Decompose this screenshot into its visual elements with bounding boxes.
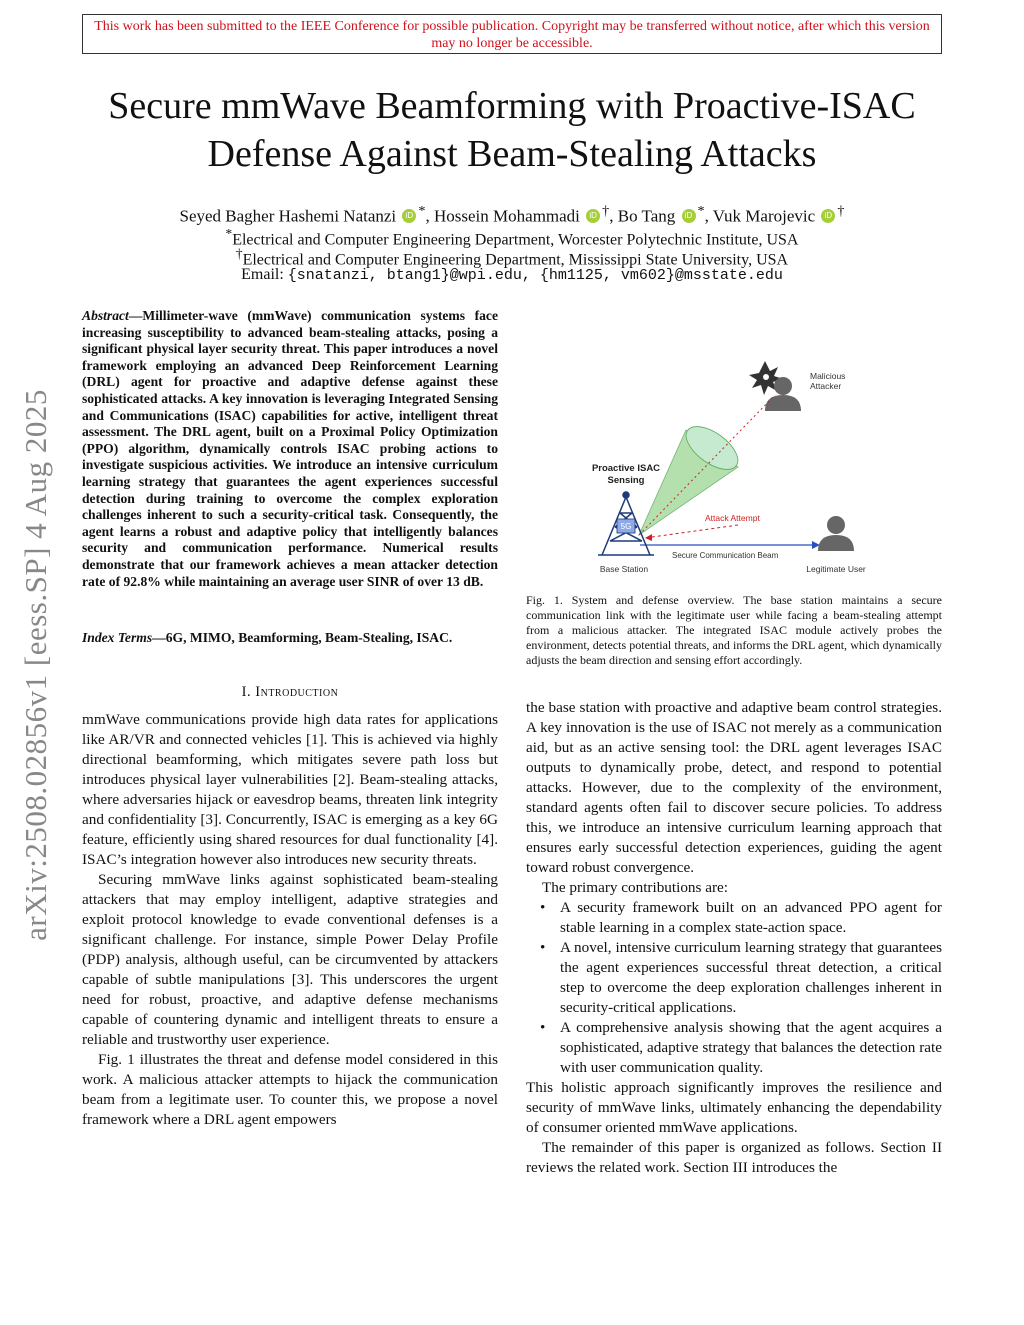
author-list: Seyed Bagher Hashemi Natanzi iD *, Hossein Mohammadi iD †, Bo Tang iD *, Vuk Marojevic iD †	[179, 203, 845, 226]
attack-attempt-label: Attack Attempt	[705, 513, 760, 523]
sensing-label: Sensing	[607, 475, 645, 486]
author-name: Seyed Bagher Hashemi Natanzi	[179, 206, 397, 226]
list-item: • A novel, intensive curriculum learning strategy that guarantees the agent experiences successful threat detection, a critical step to overcome the deep exploration challenges inherent in security-critical applications.	[526, 938, 942, 1018]
author-name: Bo Tang	[617, 206, 676, 226]
paragraph: This holistic approach significantly improves the resilience and security of mmWave links, ultimately enhancing the dependability of consumer oriented mmWave applications.	[526, 1079, 942, 1136]
bs-5g-tag: 5G	[620, 522, 632, 531]
paper-title	[60, 82, 964, 178]
attack-attempt-arrow	[645, 525, 738, 538]
paragraph: mmWave communications provide high data rates for applications like AR/VR and connected vehicles [1]. This is achieved via highly directional beamforming, which mitigates severe path loss but introduces physical layer vulnerabilities [2]. Beam-stealing attacks, where adversaries hijack or eavesdrop beams, threaten link integrity and confidentiality [3]. Concurrently, ISAC is emerging as a key 6G feature, efficiently using shared resources for dual functionality [4]. ISAC’s integration however also introduces new security threats.	[82, 711, 498, 868]
intro-right-column	[526, 698, 942, 1178]
author-mark: †	[837, 203, 845, 219]
section-heading: I. Introduction	[241, 684, 339, 700]
secure-beam-label: Secure Communication Beam	[672, 551, 779, 560]
copyright-notice: This work has been submitted to the IEEE Conference for possible publication. Copyright may be transferred without notice, after which this version may no longer be accessible.	[82, 14, 942, 54]
title-line-2: Defense Against Beam-Stealing Attacks	[207, 133, 817, 175]
sensing-label: Proactive ISAC	[591, 463, 661, 474]
index-terms-text: —6G, MIMO, Beamforming, Beam-Stealing, ISAC.	[152, 630, 453, 645]
list-item: • A security framework built on an advanced PPO agent for stable learning in a complex state-action space.	[526, 898, 942, 938]
paragraph: the base station with proactive and adaptive beam control strategies. A key innovation is the use of ISAC not merely as a communication aid, but as an active sensing tool: the DRL agent leverages ISAC outputs to dynamically probe, detect, and respond to potential attacks. However, due to the complexity of the environment, standard agents often fail to discover secure policies. To address this, we introduce an intensive curriculum learning approach that ensures early successful detection experiences, guiding the agent toward robust convergence.	[526, 699, 942, 876]
paragraph: The remainder of this paper is organized as follows. Section II reviews the related work. Section III introduces the	[526, 1139, 942, 1176]
title-line-1: Secure mmWave Beamforming with Proactive-ISAC	[108, 85, 916, 127]
orcid-icon[interactable]: iD	[402, 209, 416, 223]
figure-caption: Fig. 1. System and defense overview. The base station maintains a secure communication link with the legitimate user while facing a beam-stealing attempt from a malicious attacker. The integrated ISAC module actively probes the environment, detects potential threats, and informs the DRL agent, which dynamically adjusts the beam direction and sensing effort accordingly.	[526, 593, 942, 667]
legitimate-user-icon	[818, 516, 854, 551]
intro-left-column	[82, 710, 498, 1130]
affiliation-1: *Electrical and Computer Engineering Department, Worcester Polytechnic Institute, USA	[225, 226, 799, 249]
paragraph: Fig. 1 illustrates the threat and defense model considered in this work. A malicious attacker attempts to hijack the communication beam from a legitimate user. To counter this, we propose a novel framework where a DRL agent empowers	[82, 1051, 498, 1128]
attacker-label: Attacker	[810, 381, 842, 391]
abstract	[82, 308, 498, 590]
paragraph: Securing mmWave links against sophisticated beam-stealing attackers that may employ intelligent, adaptive strategies and exploit protocol knowledge to evade conventional defenses is a significant challenge. For instance, simple Power Delay Profile (PDP) analysis, although useful, can be circumvented by attackers capable of subtle manipulations [3]. This underscores the urgent need for robust, proactive, and adaptive defense mechanisms capable of countering dynamic and intelligent threats to ensure a reliable and trustworthy user experience.	[82, 871, 498, 1048]
orcid-icon[interactable]: iD	[682, 209, 696, 223]
email-line: Email: {snatanzi, btang1}@wpi.edu, {hm1125, vm602}@msstate.edu	[241, 266, 783, 284]
legitimate-user-label: Legitimate User	[806, 564, 866, 574]
author-mark: *	[697, 203, 705, 219]
orcid-icon[interactable]: iD	[586, 209, 600, 223]
email-address[interactable]: {snatanzi, btang1}@wpi.edu, {hm1125, vm602}@msstate.edu	[287, 267, 783, 284]
system-overview-figure	[560, 345, 920, 580]
contributions-list	[526, 898, 942, 1078]
attacker-label: Malicious	[810, 371, 846, 381]
index-terms-label: Index Terms	[82, 630, 153, 645]
orcid-icon[interactable]: iD	[821, 209, 835, 223]
arxiv-stamp: arXiv:2508.02856v1 [eess.SP] 4 Aug 2025	[18, 389, 53, 941]
author-mark: *	[418, 203, 426, 219]
abstract-label: Abstract	[82, 308, 129, 323]
author-mark: †	[602, 203, 610, 219]
author-name: Vuk Marojevic	[712, 206, 816, 226]
base-station-label: Base Station	[599, 564, 649, 574]
author-name: Hossein Mohammadi	[434, 206, 580, 226]
paragraph: The primary contributions are:	[542, 879, 728, 896]
affiliation-2: †Electrical and Computer Engineering Department, Mississippi State University, USA	[235, 246, 789, 269]
list-item: • A comprehensive analysis showing that the agent acquires a sophisticated, adaptive strategy that balances the detection rate with user communication quality.	[526, 1018, 942, 1078]
index-terms	[82, 630, 498, 647]
abstract-text: —Millimeter-wave (mmWave) communication systems face increasing susceptibility to advanced beam-stealing attacks, posing a significant physical layer security threat. This paper introduces a novel framework employing an advanced Deep Reinforcement Learning (DRL) agent for proactive and adaptive defense against these sophisticated attacks. A key innovation is leveraging Integrated Sensing and Communications (ISAC) capabilities for active, intelligent threat assessment. The DRL agent, built on a Proximal Policy Optimization (PPO) algorithm, dynamically controls ISAC probing actions to investigate suspicious activities. We introduce an intensive curriculum learning strategy that guarantees the agent experiences successful detection during training to overcome the complex exploration challenges inherent to such a security-critical task. Consequently, the agent learns a robust and adaptive policy that intelligently balances security and communication performance. Numerical results demonstrate that our framework achieves a mean attacker detection rate of 92.8% while maintaining an average user SINR of over 13 dB.	[82, 308, 498, 589]
